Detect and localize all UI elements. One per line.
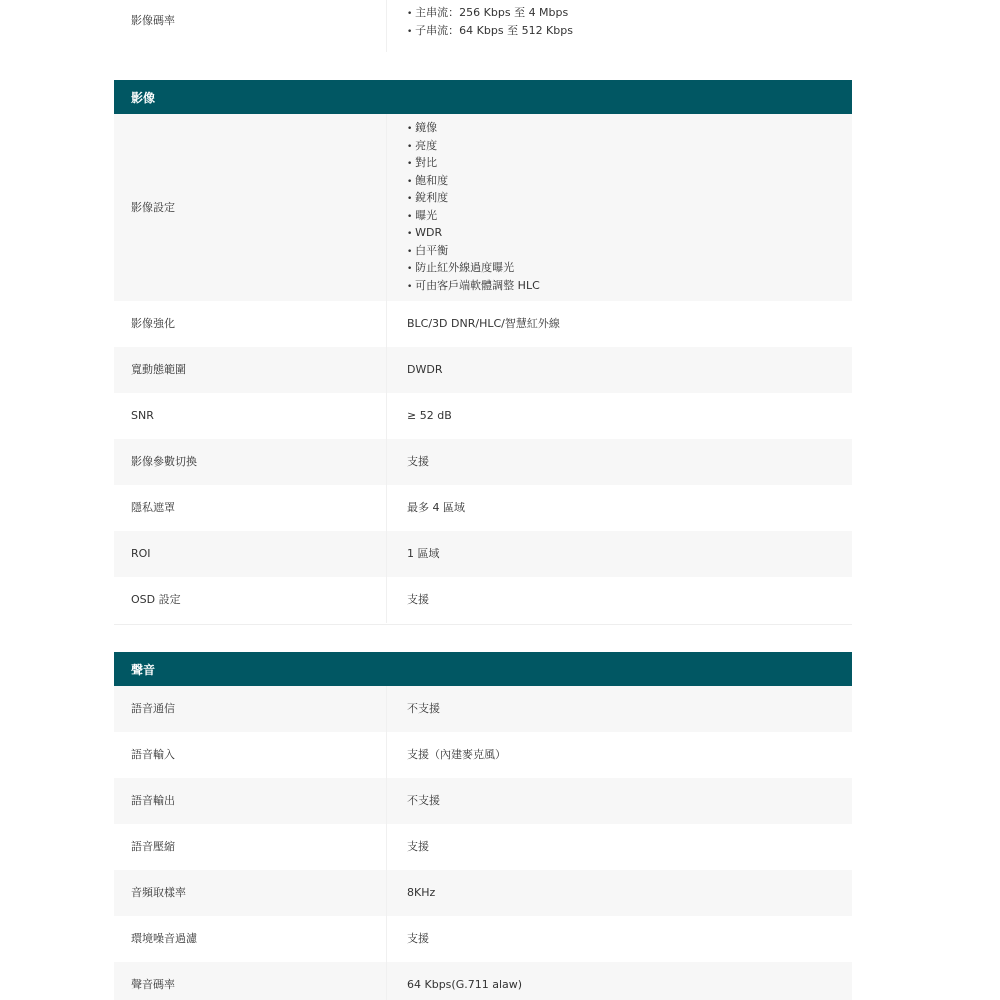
spec-table-video — [114, 114, 852, 623]
table-row — [114, 114, 852, 301]
table-row — [114, 686, 852, 732]
row-label: 音頻取樣率 — [114, 870, 387, 916]
section-header-audio: 聲音 — [114, 652, 852, 686]
list-item: • WDR — [407, 225, 852, 243]
row-label: 語音通信 — [114, 686, 387, 732]
row-value: 支援 — [407, 455, 429, 469]
table-row — [114, 485, 852, 531]
row-label: 聲音碼率 — [114, 962, 387, 1000]
row-label: 語音壓縮 — [114, 824, 387, 870]
row-label: 寬動態範圍 — [114, 347, 387, 393]
table-row — [114, 870, 852, 916]
row-value: ≥ 52 dB — [407, 409, 452, 423]
row-value: 支援 — [407, 932, 429, 946]
row-label: 影像參數切換 — [114, 439, 387, 485]
row-label: OSD 設定 — [114, 577, 387, 623]
table-row — [114, 732, 852, 778]
divider — [114, 624, 852, 625]
list-item: • 鏡像 — [407, 120, 852, 138]
row-value: 最多 4 區域 — [407, 501, 465, 515]
row-value — [387, 114, 852, 301]
list-item: • 白平衡 — [407, 243, 852, 261]
row-value: 不支援 — [407, 794, 440, 808]
row-label: ROI — [114, 531, 387, 577]
row-label: 隱私遮罩 — [114, 485, 387, 531]
list-item: • 銳利度 — [407, 190, 852, 208]
table-row — [114, 778, 852, 824]
row-label: 影像強化 — [114, 301, 387, 347]
row-label: 語音輸出 — [114, 778, 387, 824]
table-row — [114, 531, 852, 577]
row-value: BLC/3D DNR/HLC/智慧紅外線 — [407, 317, 560, 331]
table-row — [114, 439, 852, 485]
row-value: 支援 — [407, 840, 429, 854]
row-value: 8KHz — [407, 886, 436, 900]
list-item: • 曝光 — [407, 208, 852, 226]
row-value: 64 Kbps(G.711 alaw) — [407, 978, 523, 992]
section-header-video: 影像 — [114, 80, 852, 114]
table-row — [114, 824, 852, 870]
row-value: DWDR — [407, 363, 443, 377]
list-item: • 可由客戶端軟體調整 HLC — [407, 278, 852, 296]
list-item: • 對比 — [407, 155, 852, 173]
list-item: • 亮度 — [407, 138, 852, 156]
table-row — [114, 393, 852, 439]
table-row — [114, 0, 852, 52]
table-row — [114, 301, 852, 347]
list-item: • 飽和度 — [407, 173, 852, 191]
row-label: 影像設定 — [114, 114, 387, 301]
list-item: • 主串流：256 Kbps 至 4 Mbps — [407, 5, 852, 23]
row-value: 不支援 — [407, 702, 440, 716]
list-item: • 子串流：64 Kbps 至 512 Kbps — [407, 23, 852, 41]
row-label: 語音輸入 — [114, 732, 387, 778]
table-row — [114, 577, 852, 623]
row-value — [387, 0, 852, 52]
row-value: 1 區域 — [407, 547, 440, 561]
row-label: 環境噪音過濾 — [114, 916, 387, 962]
row-value: 支援（內建麥克風） — [407, 748, 506, 762]
table-row — [114, 962, 852, 1000]
spec-table-top — [114, 0, 852, 52]
row-label: SNR — [114, 393, 387, 439]
list-item: • 防止紅外線過度曝光 — [407, 260, 852, 278]
table-row — [114, 347, 852, 393]
row-label: 影像碼率 — [114, 0, 387, 52]
table-row — [114, 916, 852, 962]
row-value: 支援 — [407, 593, 429, 607]
spec-table-audio — [114, 686, 852, 1000]
